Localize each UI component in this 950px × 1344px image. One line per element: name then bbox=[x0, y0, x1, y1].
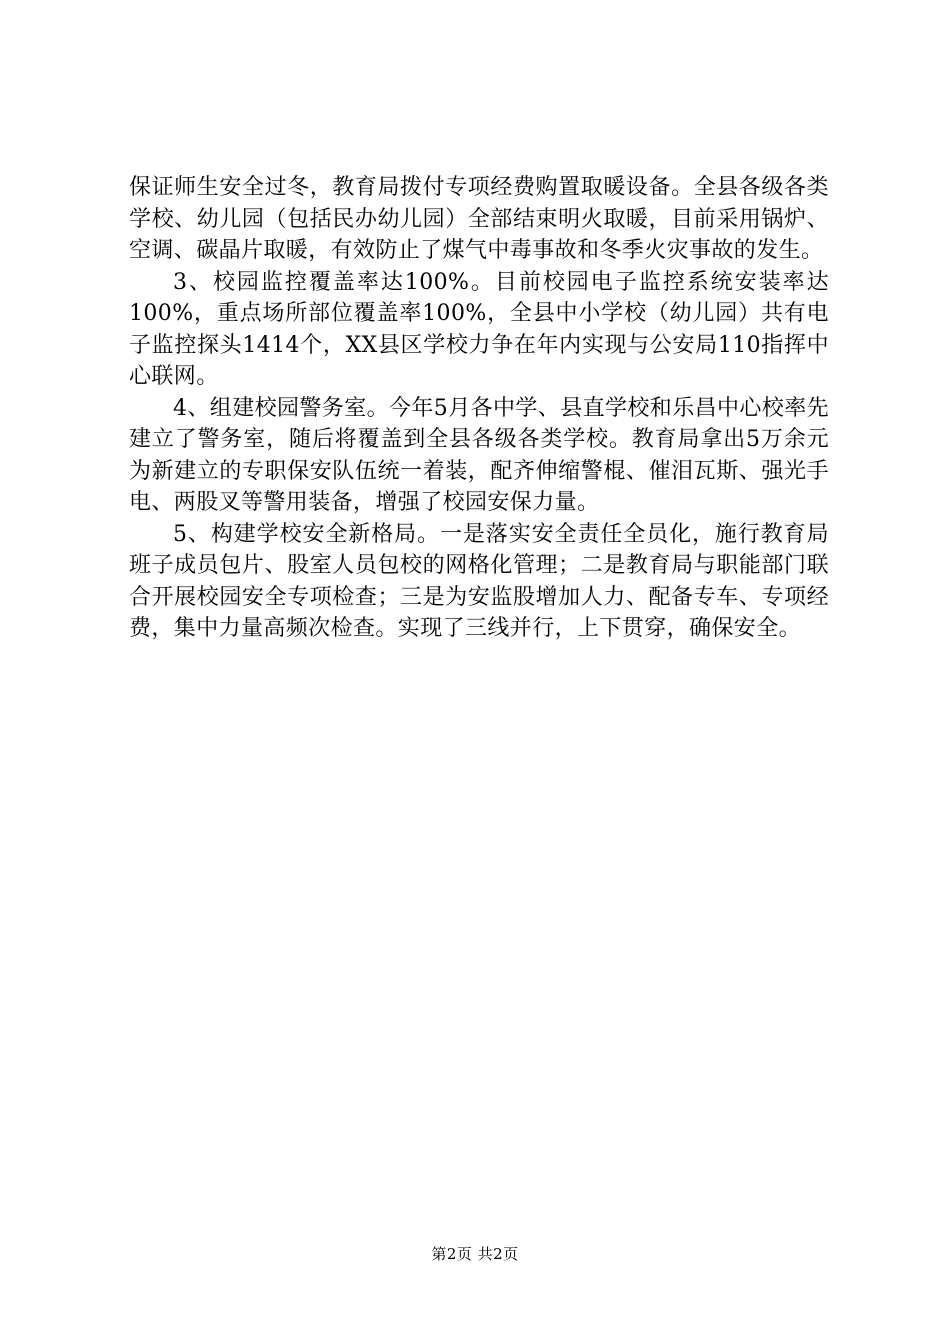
paragraph-safety-pattern: 5、构建学校安全新格局。一是落实安全责任全员化，施行教育局班子成员包片、股室人员包校的网格化管理；二是教育局与职能部门联合开展校园安全专项检查；三是为安监股增加人力、配备专车、专项经费，集中力量高频次检查。实现了三线并行，上下贯穿，确保安全。 bbox=[129, 521, 829, 641]
document-body bbox=[129, 172, 829, 645]
paragraph-police-office: 4、组建校园警务室。今年5月各中学、县直学校和乐昌中心校率先建立了警务室，随后将覆盖到全县各级各类学校。教育局拿出5万余元为新建立的专职保安队伍统一着装，配齐伸缩警棍、催泪瓦斯、强光手电、两股叉等警用装备，增强了校园安保力量。 bbox=[129, 395, 829, 515]
page-number: 第2页 共2页 bbox=[431, 1245, 519, 1263]
paragraph-monitoring: 3、校园监控覆盖率达100%。目前校园电子监控系统安装率达100%，重点场所部位覆盖率100%，全县中小学校（幼儿园）共有电子监控探头1414个，XX县区学校力争在年内实现与公安局110指挥中心联网。 bbox=[129, 269, 829, 389]
paragraph-heating: 保证师生安全过冬，教育局拨付专项经费购置取暖设备。全县各级各类学校、幼儿园（包括民办幼儿园）全部结束明火取暖，目前采用锅炉、空调、碳晶片取暖，有效防止了煤气中毒事故和冬季火灾事故的发生。 bbox=[129, 175, 829, 263]
